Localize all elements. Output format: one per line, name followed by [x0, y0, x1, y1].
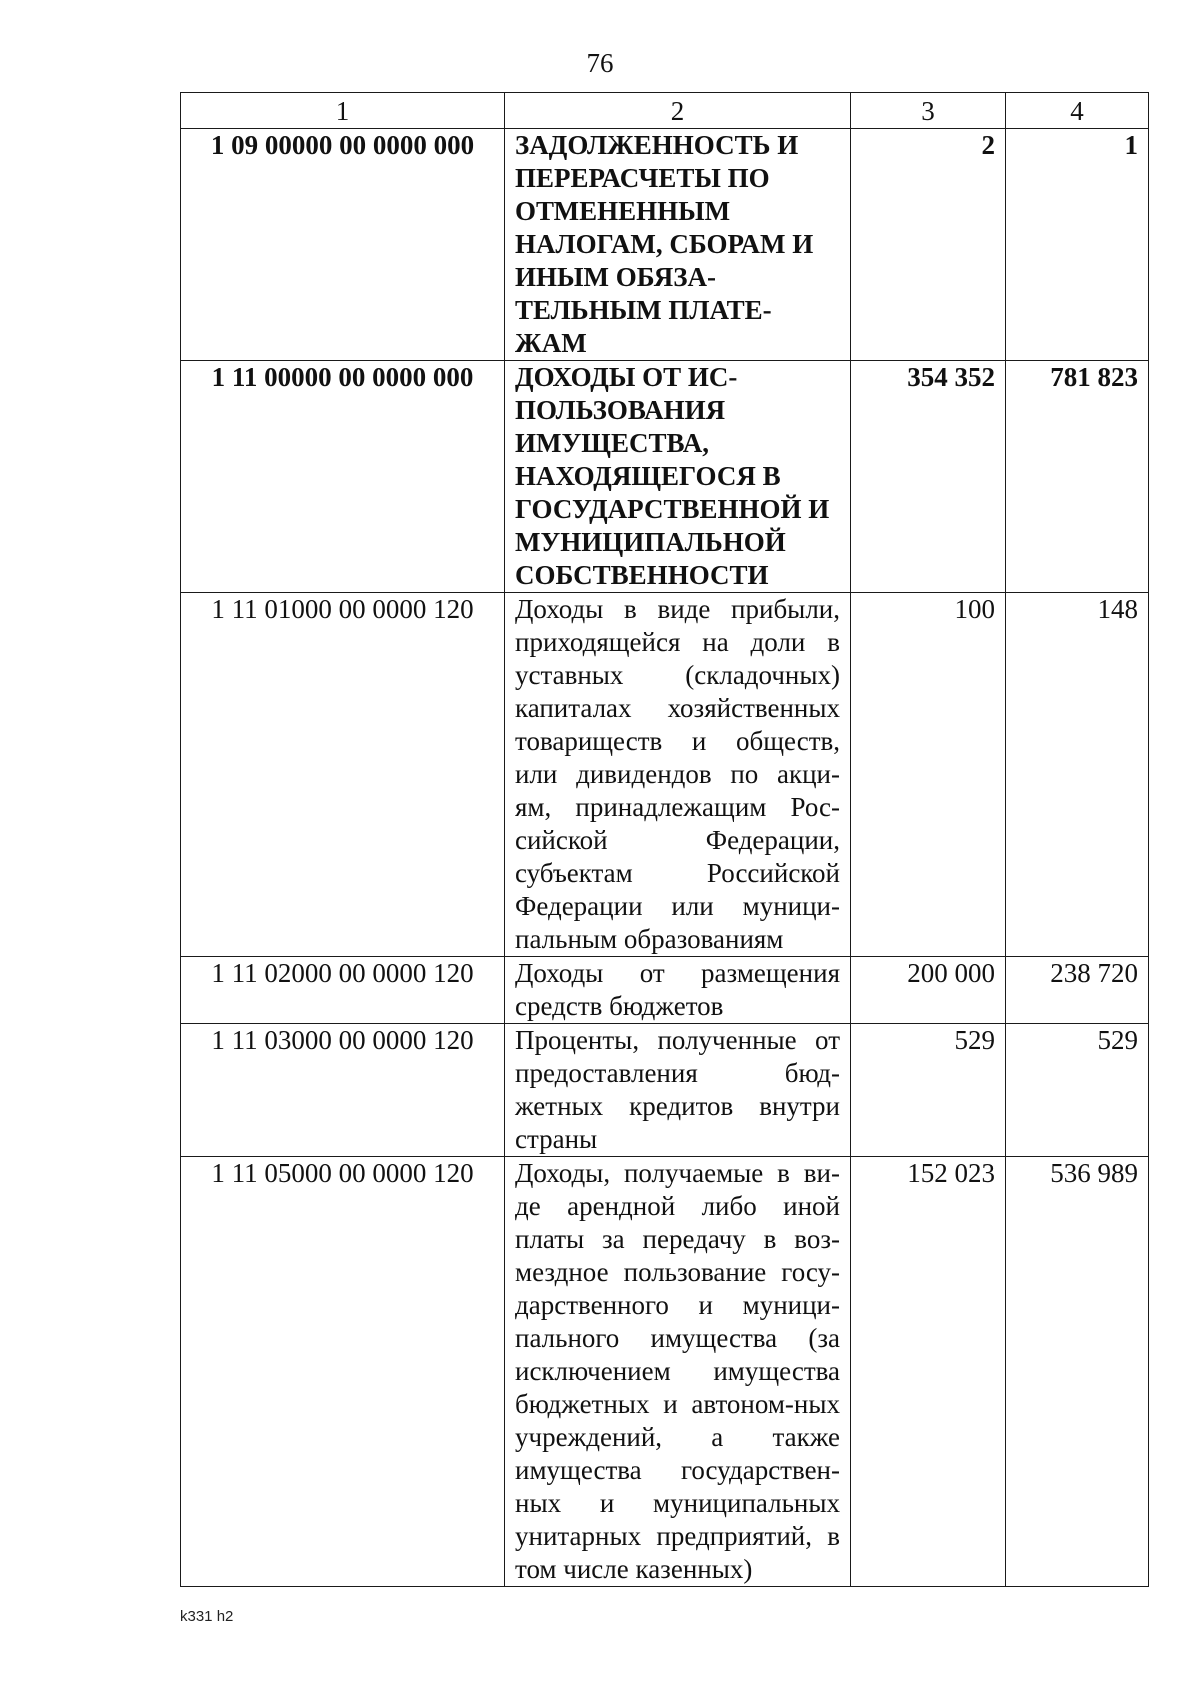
amount-col3: 354 352 — [851, 361, 1006, 593]
amount-col3: 2 — [851, 129, 1006, 361]
amount-col3: 100 — [851, 593, 1006, 957]
revenue-name: Проценты, полученные от предоставления бюд-жетных кредитов внутри страны — [505, 1024, 851, 1157]
revenue-code: 1 11 01000 00 0000 120 — [181, 593, 505, 957]
column-header: 4 — [1006, 93, 1149, 129]
column-header: 1 — [181, 93, 505, 129]
table-row — [181, 361, 1149, 593]
column-header: 3 — [851, 93, 1006, 129]
amount-col4: 238 720 — [1006, 957, 1149, 1024]
table-header-row — [181, 93, 1149, 129]
table-row — [181, 957, 1149, 1024]
amount-col3: 152 023 — [851, 1157, 1006, 1587]
revenue-name: ДОХОДЫ ОТ ИС-ПОЛЬЗОВАНИЯ ИМУЩЕСТВА, НАХОДЯЩЕГОСЯ В ГОСУДАРСТВЕННОЙ И МУНИЦИПАЛЬНОЙ СОБСТВЕННОСТИ — [505, 361, 851, 593]
revenue-name: Доходы от размещения средств бюджетов — [505, 957, 851, 1024]
budget-revenue-table — [180, 92, 1149, 1587]
amount-col4: 781 823 — [1006, 361, 1149, 593]
revenue-code: 1 09 00000 00 0000 000 — [181, 129, 505, 361]
revenue-name: Доходы в виде прибыли, приходящейся на доли в уставных (складочных) капиталах хозяйственных товариществ и обществ, или дивидендов по акци-ям, принадлежащим Рос-сийской Федерации, субъектам Российской Федерации или муници-пальным образованиям — [505, 593, 851, 957]
table-row — [181, 1024, 1149, 1157]
revenue-name: Доходы, получаемые в ви-де арендной либо иной платы за передачу в воз-мездное пользование госу-дарственного и муници-пального имущества (за исключением имущества бюджетных и автоном-ных учреждений, а также имущества государствен-ных и муниципальных унитарных предприятий, в том числе казенных) — [505, 1157, 851, 1587]
table-row — [181, 593, 1149, 957]
amount-col4: 1 — [1006, 129, 1149, 361]
revenue-code: 1 11 00000 00 0000 000 — [181, 361, 505, 593]
amount-col3: 200 000 — [851, 957, 1006, 1024]
table-row — [181, 1157, 1149, 1587]
revenue-code: 1 11 05000 00 0000 120 — [181, 1157, 505, 1587]
page-number: 76 — [586, 48, 614, 78]
revenue-code: 1 11 02000 00 0000 120 — [181, 957, 505, 1024]
revenue-code: 1 11 03000 00 0000 120 — [181, 1024, 505, 1157]
revenue-name: ЗАДОЛЖЕННОСТЬ И ПЕРЕРАСЧЕТЫ ПО ОТМЕНЕННЫМ НАЛОГАМ, СБОРАМ И ИНЫМ ОБЯЗА-ТЕЛЬНЫМ ПЛАТЕ-ЖАМ — [505, 129, 851, 361]
document-footer-code: k331 h2 — [180, 1608, 234, 1625]
column-header: 2 — [505, 93, 851, 129]
table-row — [181, 129, 1149, 361]
amount-col4: 536 989 — [1006, 1157, 1149, 1587]
amount-col4: 148 — [1006, 593, 1149, 957]
amount-col4: 529 — [1006, 1024, 1149, 1157]
amount-col3: 529 — [851, 1024, 1006, 1157]
